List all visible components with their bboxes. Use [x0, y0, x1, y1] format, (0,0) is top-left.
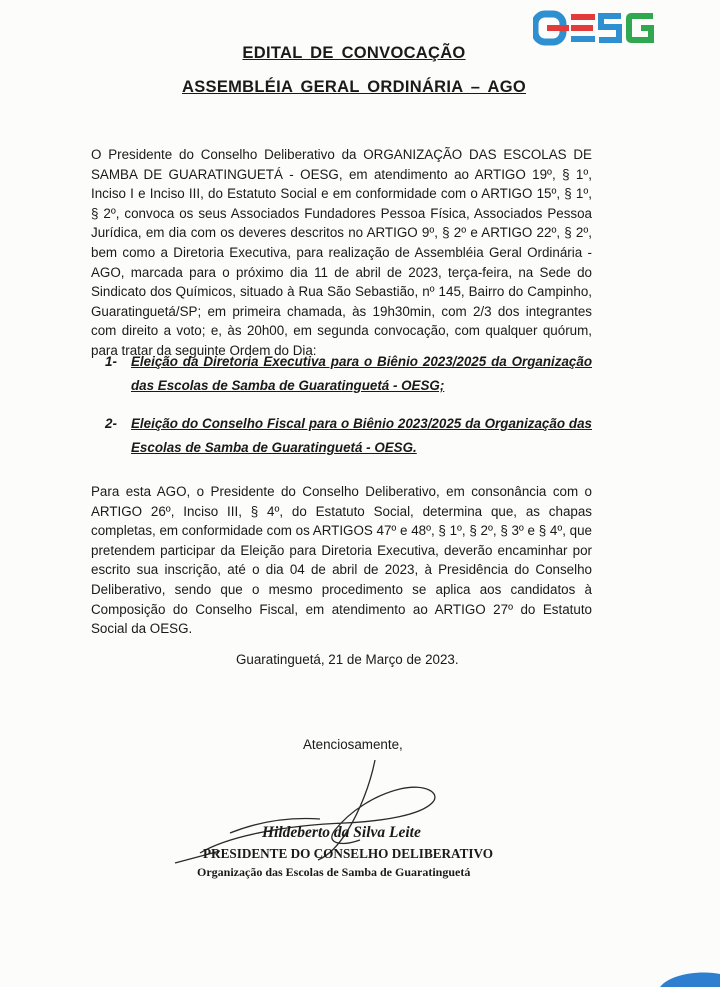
agenda-item — [105, 412, 592, 460]
agenda-item-number: 2- — [105, 416, 117, 431]
document-title: EDITAL DE CONVOCAÇÃO — [242, 44, 466, 62]
oesg-logo — [533, 10, 655, 46]
document-subtitle: ASSEMBLÉIA GERAL ORDINÁRIA – AGO — [182, 78, 526, 96]
signer-role: PRESIDENTE DO CONSELHO DELIBERATIVO — [203, 846, 494, 861]
signer-name: Hildeberto da Silva Leite — [262, 824, 421, 841]
signer-organization: Organização das Escolas de Samba de Guaratinguetá — [197, 865, 471, 879]
agenda-item-text: Eleição do Conselho Fiscal para o Biênio 2023/2025 da Organização das Escolas de Samba de Guaratinguetá - OESG. — [131, 416, 592, 455]
closing-text: Atenciosamente, — [303, 737, 403, 752]
corner-decoration — [640, 962, 720, 987]
agenda-item — [105, 350, 592, 398]
intro-paragraph: O Presidente do Conselho Deliberativo da ORGANIZAÇÃO DAS ESCOLAS DE SAMBA DE GUARATINGUETÁ - OESG, em atendimento ao ARTIGO 19º, § 1º, Inciso I e Inciso III, do Estatuto Social e em conformidade com o ARTIGO 15º, § 1º, § 2º, convoca os seus Associados Fundadores Pessoa Física, Associados Pessoa Jurídica, em dia com os deveres descritos no ARTIGO 9º, § 2º e ARTIGO 22º, § 2º, bem como a Diretoria Executiva, para realização de Assembléia Geral Ordinária - AGO, marcada para o próximo dia 11 de abril de 2023, terça-feira, na Sede do Sindicato dos Químicos, situado à Rua São Sebastião, nº 145, Bairro do Campinho, Guaratinguetá/SP; em primeira chamada, às 19h30min, com 2/3 dos integrantes com direito a voto; e, às 20h00, em segunda convocação, com qualquer quórum, para tratar da seguinte Ordem do Dia: — [91, 147, 592, 358]
agenda-item-number: 1- — [105, 354, 117, 369]
registration-paragraph: Para esta AGO, o Presidente do Conselho Deliberativo, em consonância com o ARTIGO 26º, Inciso III, § 4º, do Estatuto Social, determina que, as chapas completas, em conformidade com os ARTIGOS 47º e 48º, § 1º, § 2º, § 3º e § 4º, que pretendem participar da Eleição para Diretoria Executiva, deverão encaminhar por escrito sua inscrição, até o dia 04 de abril de 2023, à Presidência do Conselho Deliberativo, sendo que o mesmo procedimento se aplica aos candidatos à Composição do Conselho Fiscal, em atendimento ao ARTIGO 27º do Estatuto Social da OESG. — [91, 484, 593, 637]
agenda-item-text: Eleição da Diretoria Executiva para o Biênio 2023/2025 da Organização das Escolas de Samba de Guaratinguetá - OESG; — [131, 354, 592, 393]
place-date: Guaratinguetá, 21 de Março de 2023. — [236, 652, 459, 667]
